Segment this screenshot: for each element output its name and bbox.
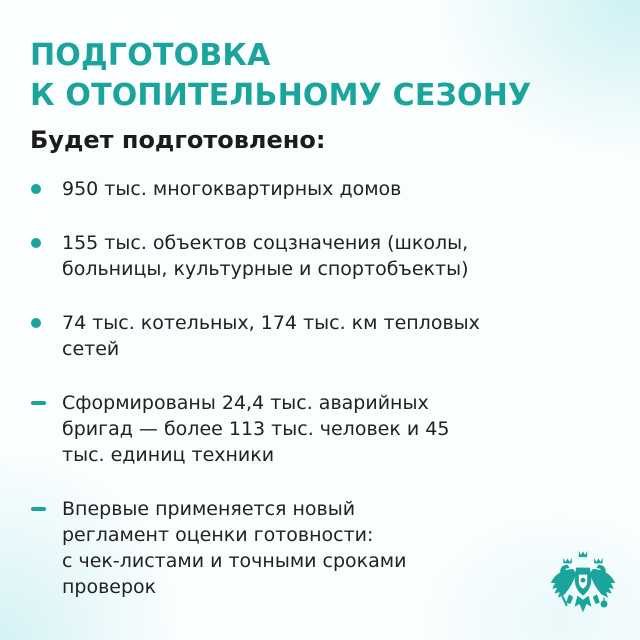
list-item-text: регламент оценки готовности:	[62, 524, 374, 546]
bullet-dot-icon	[31, 238, 41, 248]
bullet-dash-icon	[31, 401, 46, 405]
list-item	[30, 230, 590, 282]
list-item-text: Сформированы 24,4 тыс. аварийных	[62, 392, 429, 414]
list-item-text: 155 тыс. объектов соцзначения (школы,	[62, 232, 469, 254]
list-item-text: сетей	[62, 338, 120, 360]
section-subtitle: Будет подготовлено:	[30, 126, 326, 154]
list-item-text: проверок	[62, 576, 157, 598]
list-item	[30, 496, 590, 600]
double-headed-eagle-icon	[548, 548, 618, 618]
bullet-dash-icon	[31, 507, 46, 511]
list-item	[30, 176, 590, 202]
bullet-dot-icon	[31, 184, 41, 194]
list-item-text: Впервые применяется новый	[62, 498, 356, 520]
list-item-text: 74 тыс. котельных, 174 тыс. км тепловых	[62, 312, 480, 334]
bullet-dot-icon	[31, 318, 41, 328]
page-title	[30, 36, 531, 116]
list-item-text: больницы, культурные и спортобъекты)	[62, 258, 469, 280]
facts-list	[30, 176, 590, 628]
list-item-text: тыс. единиц техники	[62, 444, 275, 466]
list-item-text: бригад — более 113 тыс. человек и 45	[62, 418, 450, 440]
list-item	[30, 390, 590, 468]
title-line-1: ПОДГОТОВКА	[30, 38, 271, 73]
title-line-2: К ОТОПИТЕЛЬНОМУ СЕЗОНУ	[30, 78, 532, 113]
list-item	[30, 310, 590, 362]
list-item-text: с чек-листами и точными сроками	[62, 550, 407, 572]
list-item-text: 950 тыс. многоквартирных домов	[62, 178, 402, 200]
